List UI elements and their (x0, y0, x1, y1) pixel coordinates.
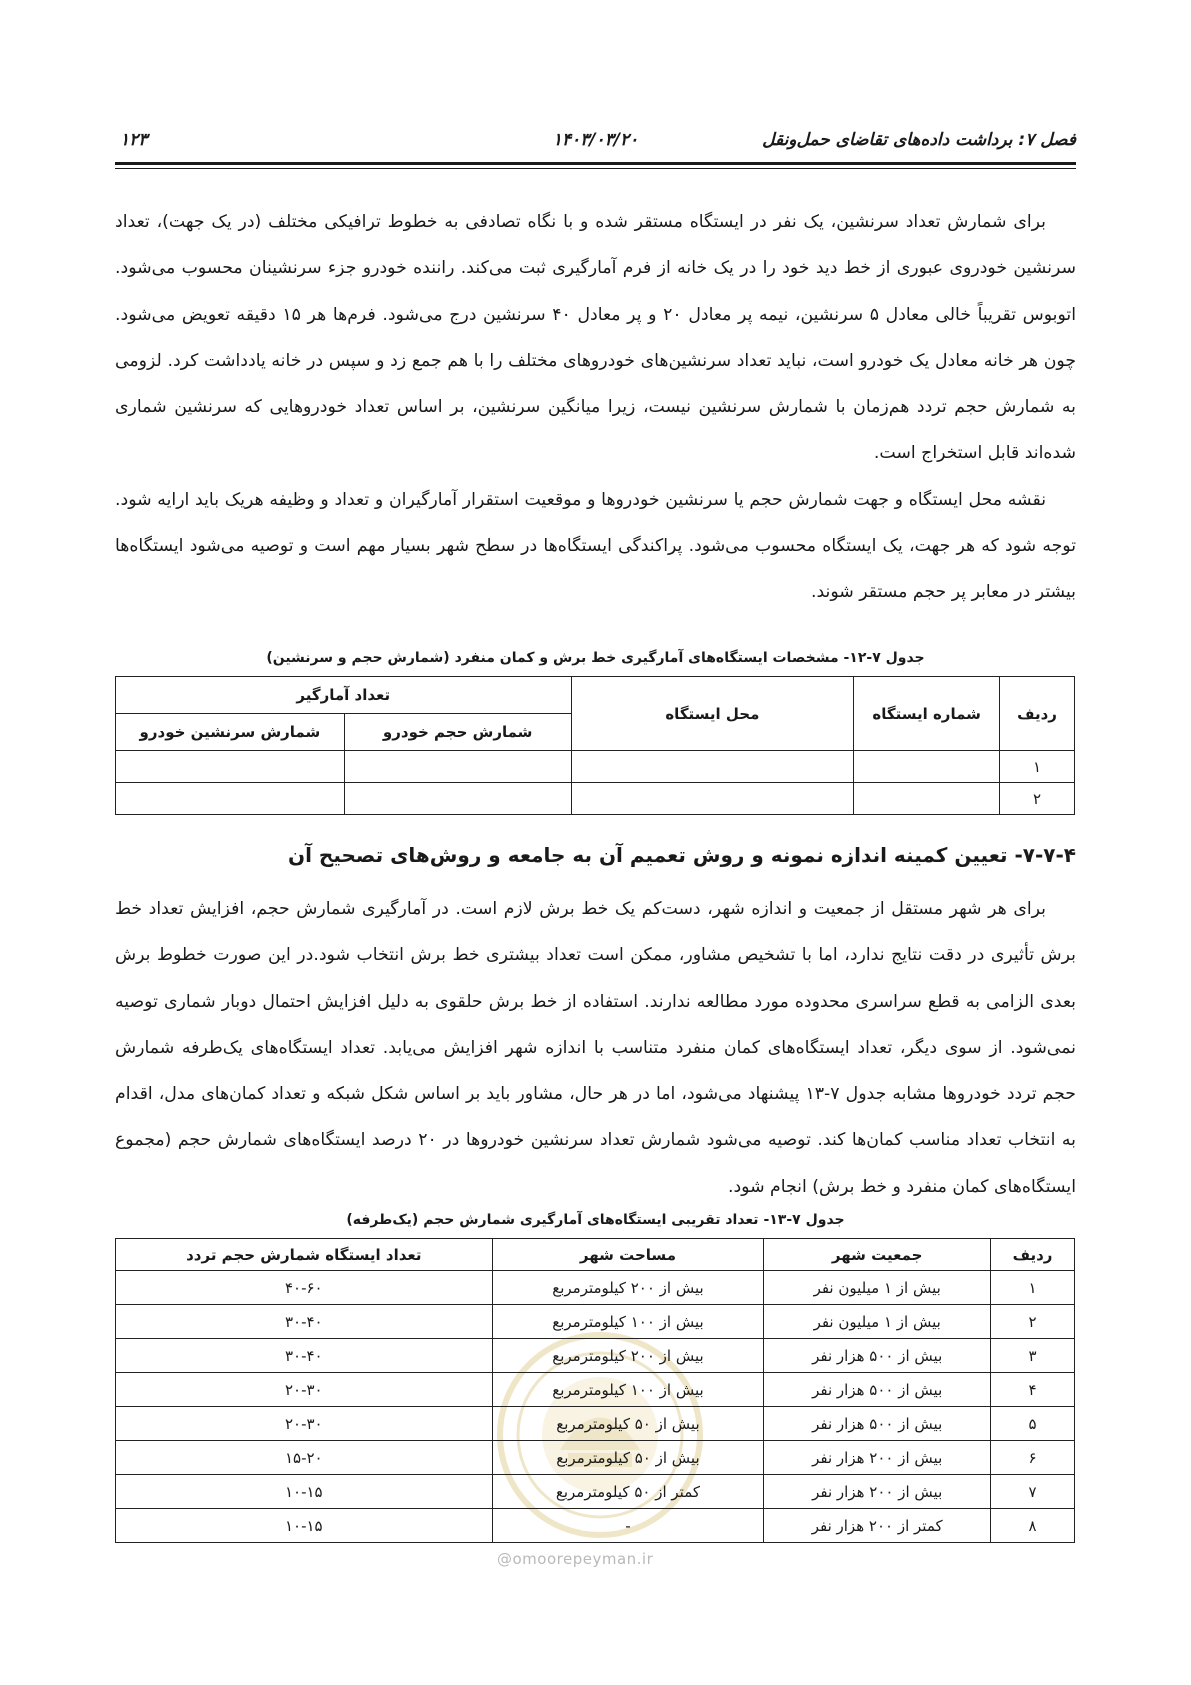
paragraph-sample-size: برای هر شهر مستقل از جمعیت و اندازه شهر، دست‌کم یک خط برش لازم است. در آمارگیری شمارش حجم، افزایش تعداد خط برش تأثیری در دقت نتایج ندارد، اما با تشخیص مشاور، ممکن است تعداد بیشتری خط برش انتخاب شود.در این صورت خطوط برش بعدی الزامی به قطع سراسری محدوده مورد مطالعه ندارند. استفاده از خط برش حلقوی به دلیل افزایش احتمال دوبار شماری توصیه نمی‌شود. از سوی دیگر، تعداد ایستگاه‌های کمان منفرد متناسب با اندازه شهر افزایش می‌یابد. تعداد ایستگاه‌های یک‌طرفه شمارش حجم تردد خودروها مشابه جدول ۷-۱۳ پیشنهاد می‌شود، اما در هر حال، مشاور باید بر اساس شکل شبکه و تعداد کمان‌های مدل، اقدام به انتخاب تعداد مناسب کمان‌ها کند. توصیه می‌شود شمارش تعداد سرنشین خودروها در ۲۰ درصد ایستگاه‌های شمارش حجم (مجموع ایستگاه‌های کمان منفرد و خط برش) انجام شود. (115, 899, 1076, 1197)
station-spec-table (115, 676, 1075, 815)
page-number: ۱۲۳ (120, 130, 148, 150)
area-cell: کمتر از ۵۰ کیلومترمربع (492, 1475, 764, 1509)
table-row (116, 751, 1075, 783)
col-row: ردیف (991, 1239, 1075, 1271)
stations-cell: ۲۰-۳۰ (116, 1407, 493, 1441)
table-row (116, 1305, 1075, 1339)
population-cell: بیش از ۲۰۰ هزار نفر (764, 1475, 991, 1509)
stations-cell: ۳۰-۴۰ (116, 1339, 493, 1373)
stations-cell: ۱۵-۲۰ (116, 1441, 493, 1475)
header-rule-thick (115, 162, 1076, 165)
col-row: ردیف (1000, 677, 1075, 751)
stations-cell: ۱۰-۱۵ (116, 1475, 493, 1509)
col-area: مساحت شهر (492, 1239, 764, 1271)
col-station-number: شماره ایستگاه (854, 677, 1000, 751)
row-number: ۸ (991, 1509, 1075, 1543)
empty-cell (344, 783, 571, 815)
population-cell: بیش از ۵۰۰ هزار نفر (764, 1407, 991, 1441)
table-row (116, 1475, 1075, 1509)
row-number: ۳ (991, 1339, 1075, 1373)
row-number: ۱ (991, 1271, 1075, 1305)
population-cell: بیش از ۱ میلیون نفر (764, 1305, 991, 1339)
table-row (116, 1441, 1075, 1475)
col-volume-count: شمارش حجم خودرو (344, 714, 571, 751)
empty-cell (344, 751, 571, 783)
table-row (116, 783, 1075, 815)
header-date: ۱۴۰۳/۰۳/۲۰ (552, 130, 639, 150)
station-count-table (115, 1238, 1075, 1543)
area-cell: بیش از ۵۰ کیلومترمربع (492, 1407, 764, 1441)
stations-cell: ۲۰-۳۰ (116, 1373, 493, 1407)
area-cell: بیش از ۱۰۰ کیلومترمربع (492, 1373, 764, 1407)
col-station-location: محل ایستگاه (571, 677, 854, 751)
empty-cell (854, 783, 1000, 815)
table-row (116, 1509, 1075, 1543)
table2-caption: جدول ۷-۱۳- تعداد تقریبی ایستگاه‌های آمارگیری شمارش حجم (یک‌طرفه) (346, 1212, 845, 1228)
row-number: ۶ (991, 1441, 1075, 1475)
area-cell: بیش از ۵۰ کیلومترمربع (492, 1441, 764, 1475)
chapter-title: فصل ۷: برداشت داده‌های تقاضای حمل‌ونقل (762, 130, 1076, 150)
population-cell: بیش از ۵۰۰ هزار نفر (764, 1339, 991, 1373)
area-cell: بیش از ۱۰۰ کیلومترمربع (492, 1305, 764, 1339)
table1-caption: جدول ۷-۱۲- مشخصات ایستگاه‌های آمارگیری خط برش و کمان منفرد (شمارش حجم و سرنشین) (266, 650, 925, 666)
row-number: ۱ (1000, 751, 1075, 783)
col-stations: تعداد ایستگاه شمارش حجم تردد (116, 1239, 493, 1271)
table-row (116, 1271, 1075, 1305)
area-cell: بیش از ۲۰۰ کیلومترمربع (492, 1271, 764, 1305)
table-row (116, 1407, 1075, 1441)
population-cell: بیش از ۵۰۰ هزار نفر (764, 1373, 991, 1407)
row-number: ۲ (991, 1305, 1075, 1339)
row-number: ۷ (991, 1475, 1075, 1509)
sample-size-paragraph-block (115, 886, 1076, 1210)
population-cell: بیش از ۲۰۰ هزار نفر (764, 1441, 991, 1475)
intro-paragraphs (115, 199, 1076, 616)
header-rule-thin (115, 168, 1076, 169)
population-cell: کمتر از ۲۰۰ هزار نفر (764, 1509, 991, 1543)
row-number: ۲ (1000, 783, 1075, 815)
empty-cell (571, 783, 854, 815)
table-header-row (116, 677, 1075, 714)
empty-cell (116, 751, 345, 783)
col-population: جمعیت شهر (764, 1239, 991, 1271)
table-header-row (116, 1239, 1075, 1271)
area-cell: - (492, 1509, 764, 1543)
stations-cell: ۳۰-۴۰ (116, 1305, 493, 1339)
empty-cell (116, 783, 345, 815)
table-row (116, 1373, 1075, 1407)
watermark-text: @omoorepeyman.ir (497, 1550, 654, 1568)
row-number: ۴ (991, 1373, 1075, 1407)
paragraph-station-map: نقشه محل ایستگاه و جهت شمارش حجم یا سرنشین خودروها و موقعیت استقرار آمارگیران و تعداد و وظیفه هریک باید ارایه شود. توجه شود که هر جهت، یک ایستگاه محسوب می‌شود. پراکندگی ایستگاه‌ها در سطح شهر بسیار مهم است و توصیه می‌شود ایستگاه‌ها بیشتر در معابر پر حجم مستقر شوند. (115, 489, 1076, 603)
stations-cell: ۱۰-۱۵ (116, 1509, 493, 1543)
col-occupancy-count: شمارش سرنشین خودرو (116, 714, 345, 751)
population-cell: بیش از ۱ میلیون نفر (764, 1271, 991, 1305)
col-surveyor-count: تعداد آمارگیر (116, 677, 572, 714)
empty-cell (571, 751, 854, 783)
area-cell: بیش از ۲۰۰ کیلومترمربع (492, 1339, 764, 1373)
section-heading: ۷-۷-۴- تعیین کمینه اندازه نمونه و روش تعمیم آن به جامعه و روش‌های تصحیح آن (288, 843, 1076, 867)
row-number: ۵ (991, 1407, 1075, 1441)
table-row (116, 1339, 1075, 1373)
empty-cell (854, 751, 1000, 783)
stations-cell: ۴۰-۶۰ (116, 1271, 493, 1305)
paragraph-occupancy-count: برای شمارش تعداد سرنشین، یک نفر در ایستگاه مستقر شده و با نگاه تصادفی به خطوط ترافیکی مختلف (در یک جهت)، تعداد سرنشین خودروی عبوری از خط دید خود را در یک خانه از فرم آمارگیری ثبت می‌کند. راننده خودرو جزء سرنشینان محسوب می‌شود. اتوبوس تقریباً خالی معادل ۵ سرنشین، نیمه پر معادل ۲۰ و پر معادل ۴۰ سرنشین درج می‌شود. فرم‌ها هر ۱۵ دقیقه تعویض می‌شود. چون هر خانه معادل یک خودرو است، نباید تعداد سرنشین‌های خودروهای مختلف را با هم جمع زد و سپس در خانه یادداشت کرد. لزومی به شمارش حجم تردد هم‌زمان با شمارش سرنشین نیست، زیرا میانگین سرنشین، بر اساس تعداد خودروهایی که سرنشین شماری شده‌اند قابل استخراج است. (115, 212, 1076, 464)
